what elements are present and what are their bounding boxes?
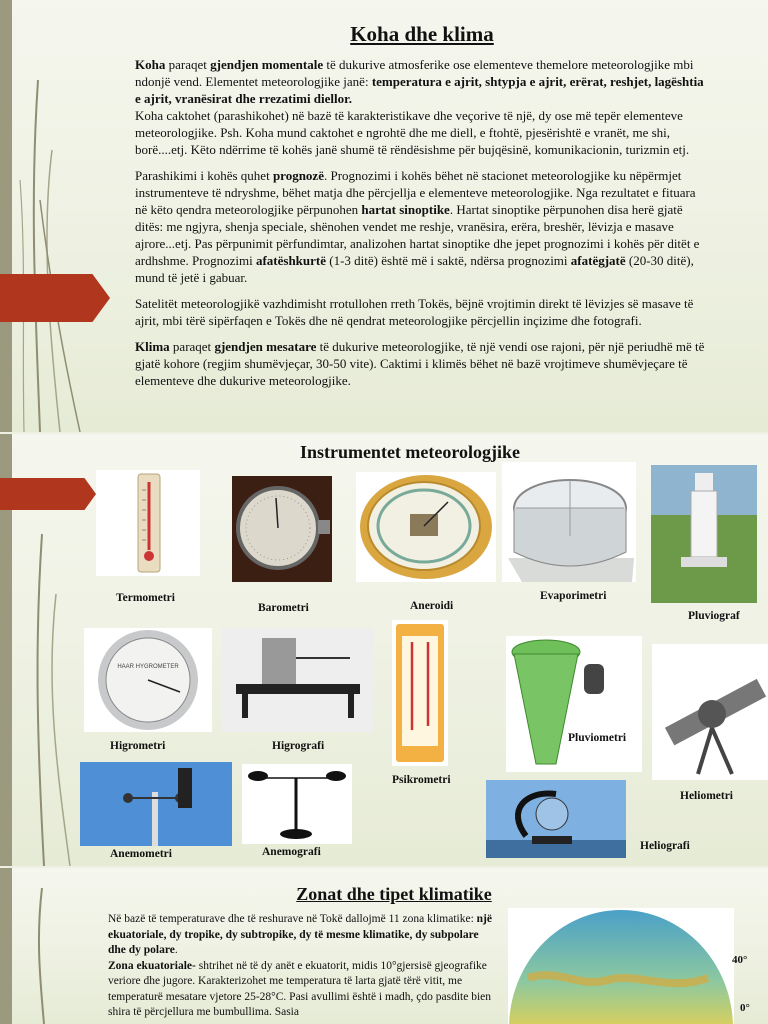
paragraph-zonat-intro: [108, 912, 498, 959]
text-run: (1-3 ditë) është më i saktë, ndërsa prognozimi: [326, 253, 571, 268]
hygrograph-icon: [222, 628, 374, 732]
text-run: paraqet: [165, 57, 211, 72]
zones-text: [108, 912, 498, 1021]
rain-gauge-station-icon: [651, 465, 757, 603]
text-run: të dukurive meteorologjike, të një vendi ose rajoni, për një periudhë më të gjatë kohore (regjim shumëvjeçar, 30-50 vite). Caktimi i klimës bëhet në bazë vrojtimeve shumëvjeçare të elementeve dhe dukurive meteorologjike.: [135, 339, 705, 388]
heliometer-icon: [652, 644, 768, 780]
text-run: Koha caktohet (parashikohet) në bazë të karakteristikave dhe veçorive të një, dy ose më tepër elementeve meteorologjike. Psh. Koha mund caktohet e ngrohtë dhe me diell, e ftohtë, pjesërishtë e vranët, me shi, borë....etj. Këto ndërrime të kohës janë shumë të rëndësishme për bujqësinë, komunikacionin, turizmin etj.: [135, 108, 690, 157]
photo-psikrometri: [392, 620, 448, 766]
photo-pluviograf: [651, 465, 757, 603]
term-afategjate: afatëgjatë: [570, 253, 626, 268]
caption-higrografi: Higrografi: [272, 740, 325, 752]
latitude-0: 0°: [740, 1002, 750, 1014]
caption-pluviograf: Pluviograf: [688, 610, 740, 622]
caption-anemometri: Anemometri: [110, 848, 172, 860]
caption-heliografi: Heliografi: [640, 840, 690, 852]
accent-arrow: [0, 478, 96, 510]
text-run: Në bazë të temperaturave dhe të reshurave në Tokë dallojmë 11 zona klimatike:: [108, 913, 477, 925]
term-koha: Koha: [135, 57, 166, 72]
photo-higrografi: [222, 628, 374, 732]
instruments-title: Instrumentet meteorologjike: [299, 442, 521, 462]
photo-termometri: [96, 470, 200, 576]
accent-arrow: [0, 274, 110, 322]
climate-map: [508, 908, 734, 1024]
photo-anemografi: [242, 764, 352, 844]
caption-termometri: Termometri: [116, 592, 175, 604]
term-zona-ekuatoriale: Zona ekuatoriale-: [108, 959, 196, 972]
photo-higrometri: [84, 628, 212, 732]
caption-pluviometri: Pluviometri: [568, 732, 627, 744]
term-gjendjen-mesatare: gjendjen mesatare: [214, 339, 317, 354]
photo-heliografi: [486, 780, 626, 858]
term-11-zona: një ekuatoriale, dy tropike, dy subtropike, dy të mesme klimatike, dy subpolare dhe dy polare: [108, 913, 492, 956]
aneroid-icon: [356, 472, 496, 582]
evaporimeter-icon: [502, 462, 636, 582]
term-gjendjen-momentale: gjendjen momentale: [210, 57, 324, 72]
grass-decoration: [0, 0, 120, 432]
text-run: (20-30 ditë), mund të jetë i gabuar.: [135, 253, 694, 285]
paragraph-koha: [135, 56, 707, 158]
caption-higrometri: Higrometri: [110, 740, 166, 752]
caption-psikrometri: Psikrometri: [392, 774, 451, 786]
photo-barometri: [232, 476, 332, 582]
slide-koha-dhe-klima: [0, 0, 768, 432]
text-run: të dukurive atmosferike ose elementeve themelore meteorologjike mbi ndonjë vend. Elementet meteorologjike janë:: [135, 57, 694, 89]
caption-barometri: Barometri: [258, 602, 309, 614]
rain-gauge-icon: [506, 636, 642, 772]
paragraph-klima: [135, 338, 707, 389]
latitude-40: 40°: [732, 954, 748, 966]
barometer-icon: [232, 476, 332, 582]
text-run: shtrihet në të dy anët e ekuatorit, midis 10°gjersisë gjeografike veriore dhe jugore. Karakterizohet me temperatura të larta gjatë tërë vitit, me temperaturë mesatare vjetore 25-28°C. Pasi avullimi është i madh, çdo pasdite bien shira të përcjellura me bumbullima. Sasia: [108, 959, 492, 1018]
paragraph-zona-ekuatoriale: [108, 959, 498, 1021]
caption-evaporimetri: Evaporimetri: [540, 590, 607, 602]
term-klima: Klima: [135, 339, 170, 354]
text-run: paraqet: [169, 339, 215, 354]
section1-text: [135, 56, 707, 398]
anemograph-icon: [242, 764, 352, 844]
hygrometer-icon: [84, 628, 212, 732]
photo-evaporimetri: [502, 462, 636, 582]
gauge-label: HAAR HYGROMETER: [117, 664, 179, 670]
text-run: .: [174, 944, 178, 956]
text-run: . Prognozimi i kohës bëhet në stacionet meteorologjike ku nëpërmjet instrumenteve të ndryshme, bëhet matja dhe përcjellja e elementeve meteorologjike. Nga rezultatet e fituara në këto qendra meteorologjike përpunohen: [135, 168, 696, 217]
term-hartat-sinoptike: hartat sinoptike: [361, 202, 450, 217]
text-run: Parashikimi i kohës quhet: [135, 168, 273, 183]
photo-pluviometri: [506, 636, 642, 772]
paragraph-satelitet: Satelitët meteorologjikë vazhdimisht rrotullohen rreth Tokës, bëjnë vrojtimin direkt të lëvizjes së masave të ajrit, mbi tërë sipërfaqen e Tokës dhe në qendrat meteorologjike përcjellin inçizime dhe fotografi.: [135, 296, 694, 328]
caption-aneroidi: Aneroidi: [410, 600, 454, 612]
term-elementet: temperatura e ajrit, shtypja e ajrit, erërat, reshjet, lagështia e ajrit, vranësirat dhe rrezatimi diellor.: [135, 74, 704, 106]
zones-title: Zonat dhe tipet klimatike: [296, 884, 492, 904]
term-prognoze: prognozë: [272, 168, 324, 183]
page-title: Koha dhe klima: [350, 22, 494, 46]
photo-heliometri: [652, 644, 768, 780]
text-run: . Hartat sinoptike përpunohen disa herë gjatë ditës: me ngjyra, shenja speciale, shënohen vendet me reshje, vranësira, erëra, breshër, lëvizja e masave ajrore...etj. Pas përpunimit përfundimtar, analizohen hartat sinoptike dhe jepet prognozimi i kohës për ditët e ardhshme. Prognozimi: [135, 202, 700, 268]
term-afateshkurte: afatëshkurtë: [255, 253, 327, 268]
anemometer-icon: [80, 762, 232, 846]
slide-zonat-klimatike: [0, 868, 768, 1024]
slide-instrumentet: [0, 434, 768, 866]
caption-anemografi: Anemografi: [262, 846, 321, 858]
caption-heliometri: Heliometri: [680, 790, 734, 802]
paragraph-prognoza: [135, 167, 707, 286]
world-climate-map-icon: [508, 908, 734, 1024]
photo-anemometri: [80, 762, 232, 846]
thermometer-icon: [96, 470, 200, 576]
psychrometer-icon: [392, 620, 448, 766]
heliograph-icon: [486, 780, 626, 858]
photo-aneroidi: [356, 472, 496, 582]
